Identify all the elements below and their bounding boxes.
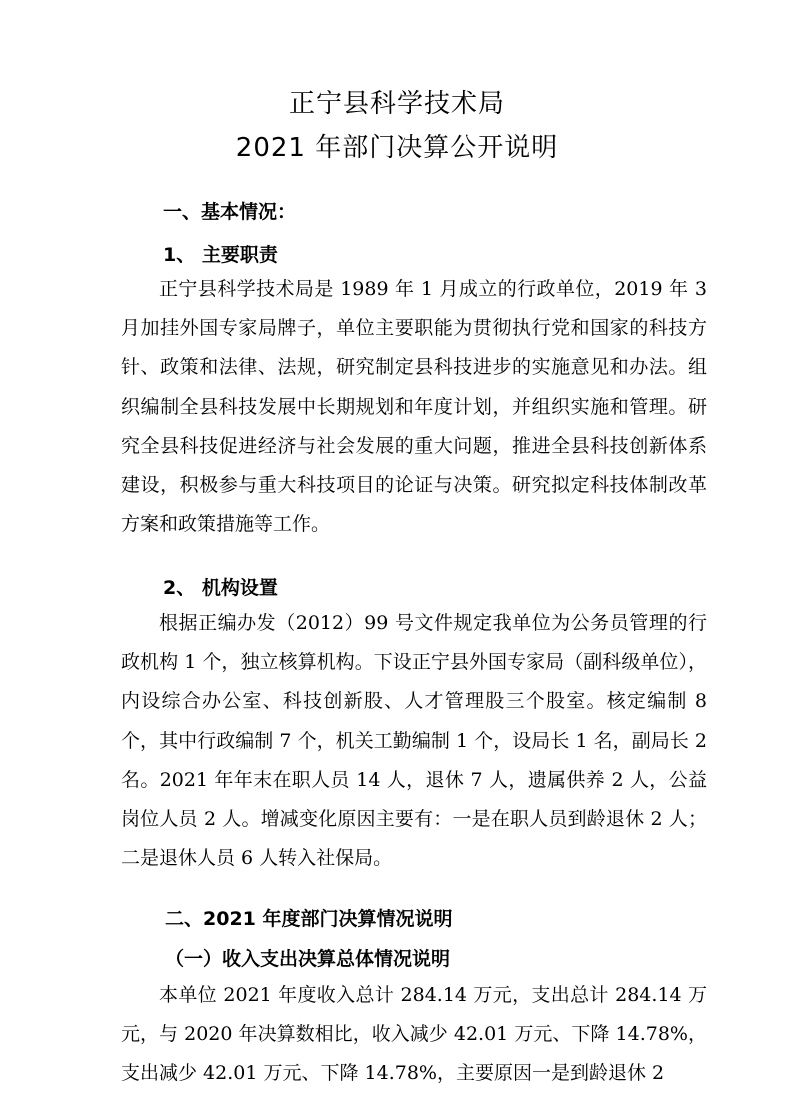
document-title-report: 2021 年部门决算公开说明 (235, 133, 559, 163)
paragraph-duties: 正宁县科学技术局是 1989 年 1 月成立的行政单位，2019 年 3 月加挂外国专家局牌子，单位主要职能为贯彻执行党和国家的科技方针、政策和法律、法规，研究制定县科技进步的实施意见和办法。组织编制全县科技发展中长期规划和年度计划，并组织实施和管理。研究全县科技促进经济与社会发展的重大问题，推进全县科技创新体系建设，积极参与重大科技项目的论证与决策。研究拟定科技体制改革方案和政策措施等工作。 (121, 278, 707, 536)
paragraph-income-expenditure: 本单位 2021 年度收入总计 284.14 万元，支出总计 284.14 万元，与 2020 年决算数相比，收入减少 42.01 万元、下降 14.78%，支出减少 42.01 万元、下降 14.78%，主要原因一是到龄退休 2 (121, 984, 707, 1085)
section-heading-final-accounts: 二、2021 年度部门决算情况说明 (165, 908, 453, 930)
document-title-agency: 正宁县科学技术局 (288, 89, 505, 119)
section-heading-basic-info: 一、基本情况： (163, 201, 297, 223)
paragraph-organization: 根据正编办发（2012）99 号文件规定我单位为公务员管理的行政机构 1 个，独立核算机构。下设正宁县外国专家局（副科级单位），内设综合办公室、科技创新股、人才管理股三个股室。核定编制 8 个，其中行政编制 7 个，机关工勤编制 1 个，设局长 1 名，副局长 2 名。2021 年年末在职人员 14 人，退休 7 人，遗属供养 2 人，公益岗位人员 2 人。增减变化原因主要有：一是在职人员到龄退休 2 人；二是退休人员 6 人转入社保局。 (121, 612, 707, 870)
subsection-heading-income-expenditure: （一）收入支出决算总体情况说明 (165, 948, 451, 970)
subsection-heading-duties: 1、 主要职责 (163, 244, 278, 266)
subsection-heading-organization: 2、 机构设置 (163, 577, 278, 599)
